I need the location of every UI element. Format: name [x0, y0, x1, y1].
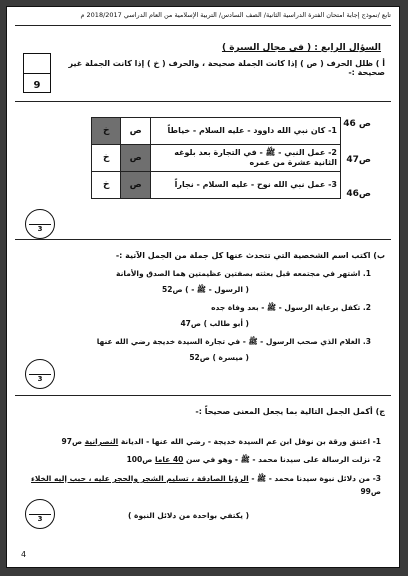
ref-row-1: ص 46 [343, 119, 371, 129]
table-row [92, 172, 341, 199]
option-kha-3[interactable]: خ [92, 172, 121, 199]
part-b-score-value: 3 [37, 375, 43, 383]
part-c-ref-3: ص99 [360, 486, 381, 496]
part-c-ref-1: ص97 [61, 437, 83, 446]
part-c-item-2 [17, 455, 381, 466]
option-sad-3[interactable]: ص [121, 172, 150, 199]
part-b-answer-3: ( ميسرة ) ص52 [189, 353, 249, 362]
table-row [92, 145, 341, 172]
part-c-note: ( يكتفي بواحدة من دلائل النبوة ) [128, 511, 249, 520]
part-c-answer-2: 40 عاما [154, 455, 184, 464]
table-row [92, 118, 341, 145]
part-b-item-2: 2. تكفل برعاية الرسول - ﷺ - بعد وفاة جده [211, 303, 371, 312]
part-c-score [25, 499, 55, 529]
true-false-table [91, 117, 341, 199]
part-b-item-3: 3. الغلام الذي صحب الرسول - ﷺ - في تجارة السيدة خديجة رضي الله عنها [96, 337, 371, 346]
part-c-item-1 [17, 437, 381, 446]
part-a-score [25, 209, 55, 239]
part-c-text-3: من دلائل نبوة سيدنا محمد - ﷺ - [251, 474, 371, 483]
divider-a-b [15, 239, 391, 240]
option-kha-1[interactable]: خ [92, 118, 121, 145]
part-c-answer-3: الرؤيا الصادقة ، تسليم الشجر والحجر عليه ، حبب إليه الخلاء [31, 474, 249, 483]
section-score: 9 [33, 80, 41, 91]
exam-page [6, 6, 400, 568]
part-b-item-1: 1. اشتهر في مجتمعه قبل بعثته بصفتين عظيمتين هما الصدق والأمانة [116, 269, 371, 278]
page-header: تابع /نموذج إجابة امتحان الفترة الدراسية الثانية/ الصف السادس/ التربية الإسلامية من العام الدراسي 2018/2017 م [80, 11, 391, 19]
section-score-box [23, 53, 51, 93]
section-title: السؤال الرابع : ( في مجال السيرة ) [221, 43, 381, 53]
statement-1: 1- كان نبي الله داوود - عليه السلام - خياطاً [150, 118, 340, 145]
part-c-item-3 [17, 473, 381, 499]
part-a-score-value: 3 [37, 225, 43, 233]
header-divider [15, 25, 391, 26]
option-sad-2[interactable]: ص [121, 145, 150, 172]
part-c-text-1: اعتنق ورقة بن نوفل ابن عم السيدة خديجة - رضي الله عنها - الديانة [120, 437, 371, 446]
statement-3: 3- عمل نبي الله نوح - عليه السلام - نجاراً [150, 172, 340, 199]
part-b-score [25, 359, 55, 389]
part-c-instruction: ج) أكمل الجمل التالية بما يجعل المعنى صحيحاً :- [195, 407, 385, 416]
part-a-instruction: أ ) ظلل الحرف ( ص ) إذا كانت الجملة صحيحة ، والحرف ( خ ) إذا كانت الجملة غير صحيحة :- [68, 59, 385, 77]
ref-row-3: ص46 [346, 189, 371, 199]
option-kha-2[interactable]: خ [92, 145, 121, 172]
part-c-score-value: 3 [37, 515, 43, 523]
part-c-ref-2: ص100 [126, 455, 153, 464]
part-c-text-2: نزلت الرسالة على سيدنا محمد - ﷺ - وهو في سن [186, 455, 371, 464]
option-sad-1[interactable]: ص [121, 118, 150, 145]
part-c-num-1: 1- [372, 437, 381, 446]
part-c-num-3: 3- [372, 474, 381, 483]
part-b-answer-1: ( الرسول - ﷺ - ) ص52 [162, 285, 249, 294]
part-c-num-2: 2- [372, 455, 381, 464]
ref-row-2: ص47 [346, 155, 371, 165]
part-b-instruction: ب) اكتب اسم الشخصية التي تتحدث عنها كل جملة من الجمل الآتية :- [115, 251, 385, 260]
divider-b-c [15, 395, 391, 396]
part-c-answer-1: النصرانية [84, 437, 119, 446]
statement-2: 2- عمل النبي - ﷺ - في التجارة بعد بلوغه الثانية عشرة من عمره [150, 145, 340, 172]
page-number: 4 [21, 550, 27, 559]
section-divider [15, 101, 391, 102]
part-b-answer-2: ( أبو طالب ) ص47 [180, 319, 249, 328]
